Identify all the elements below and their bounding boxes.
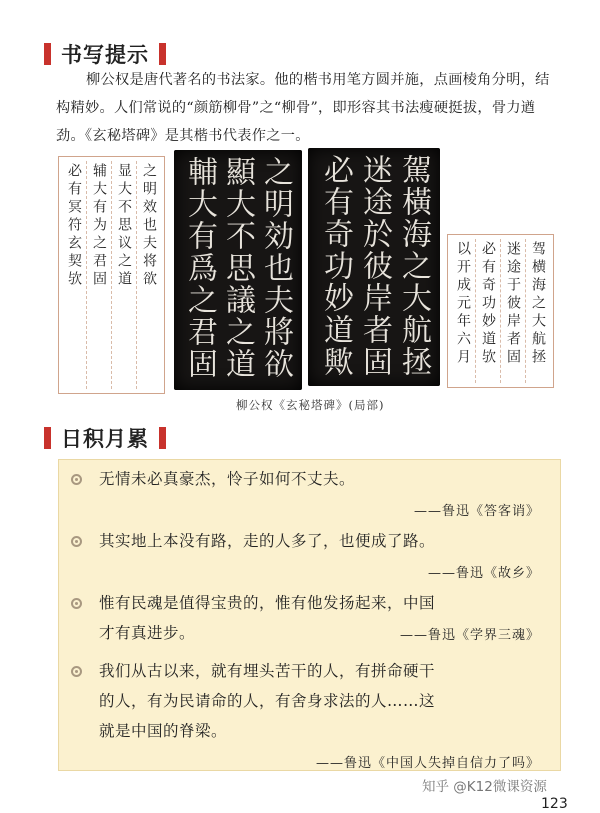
rubbing-image-left [174,150,302,390]
transcription-column: 必有冥符玄契欤 [66,163,82,289]
transcription-column: 显大不思议之道 [111,161,136,389]
section-header-daily-accumulation [44,423,166,453]
rubbing-column: 輔大有爲之君固 [182,156,217,380]
rubbing-column: 迷途於彼岸者固 [357,154,392,378]
bullet-icon [71,666,82,677]
quote-box [58,459,561,771]
bullet-icon [71,474,82,485]
quote-text-line: 惟有民魂是值得宝贵的，惟有他发扬起来，中国 [99,594,436,612]
section-header-writing-tips [44,39,166,69]
rubbing-column: 必有奇功妙道歟 [318,154,353,378]
quote-text-line: 的人，有为民请命的人，有舍身求法的人……这 [99,692,436,710]
quote-source: ——鲁迅《中国人失掉自信力了吗》 [315,756,540,771]
transcription-column: 之明效也夫将欲 [136,161,161,389]
transcription-column: 以开成元年六月 [455,241,471,367]
header-bar-right [159,427,166,449]
header-bar-left [44,427,51,449]
rubbing-column: 顯大不思議之道 [220,156,255,380]
quote-text-line: 我们从古以来，就有埋头苦干的人，有拼命硬干 [99,662,436,680]
rubbing-column: 駕橫海之大航拯 [396,154,431,378]
transcription-column: 驾横海之大航拯 [525,239,550,383]
transcription-box-left [58,156,165,394]
quote-text-line: 就是中国的脊梁。 [99,722,228,740]
transcription-column: 必有奇功妙道欤 [475,239,500,383]
bullet-icon [71,536,82,547]
watermark: 知乎 @K12微课资源 [422,779,547,795]
quote-source: ——鲁迅《答客诮》 [413,504,540,519]
page-number: 123 [541,796,568,812]
quote-text: 无情未必真豪杰，怜子如何不丈夫。 [99,470,356,488]
quote-source: ——鲁迅《学界三魂》 [399,628,540,643]
section-title: 日积月累 [61,427,149,451]
quote-text: 其实地上本没有路，走的人多了，也便成了路。 [99,532,436,550]
transcription-box-right [447,234,554,388]
rubbing-column: 之明効也夫將欲 [258,156,293,380]
intro-paragraph [56,66,552,150]
rubbing-image-right [308,148,440,386]
quote-text-line: 才有真进步。 [99,624,196,642]
quote-source: ——鲁迅《故乡》 [427,566,540,581]
image-caption: 柳公权《玄秘塔碑》(局部) [236,398,385,412]
header-bar-right [159,43,166,65]
intro-text: 柳公权是唐代著名的书法家。他的楷书用笔方圆并施，点画棱角分明，结构精妙。人们常说的“颜筋柳骨”之“柳骨”，即形容其书法瘦硬挺拔，骨力遒劲。《玄秘塔碑》是其楷书代表作之一。 [56,72,550,144]
header-bar-left [44,43,51,65]
transcription-column: 迷途于彼岸者固 [500,239,525,383]
section-title: 书写提示 [61,43,149,67]
transcription-column: 辅大有为之君固 [86,161,111,389]
bullet-icon [71,598,82,609]
